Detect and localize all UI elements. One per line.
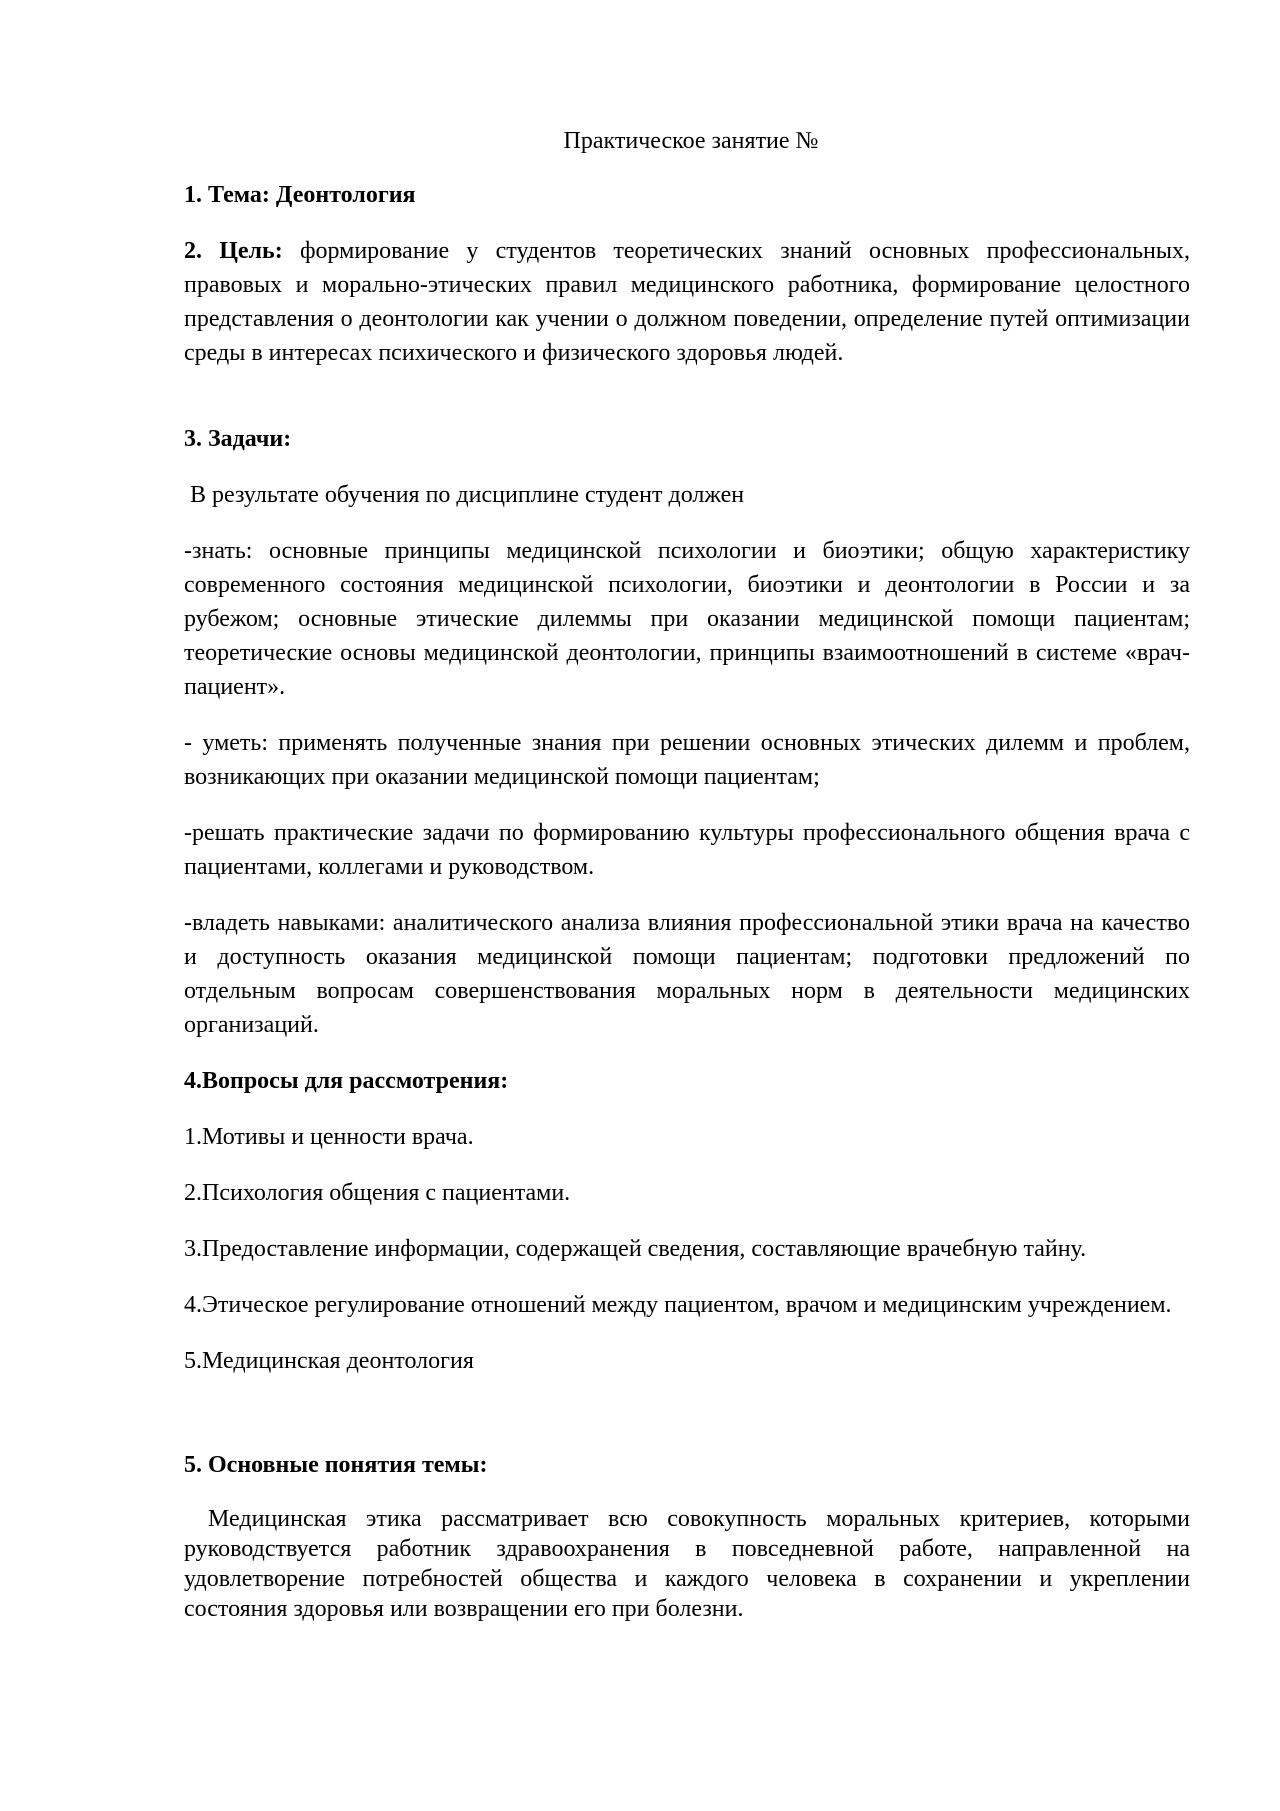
section-2-goal xyxy=(184,234,1190,370)
section-2-text: формирование у студентов теоретических знаний основных профессиональных, правовых и морально-этических правил медицинского работника, формирование целостного представления о деонтологии как учении о должном поведении, определение путей оптимизации среды в интересах психического и физического здоровья людей. xyxy=(184,238,1190,366)
question-item: 4.Этическое регулирование отношений между пациентом, врачом и медицинским учреждением. xyxy=(184,1292,1172,1318)
task-item-know: -знать: основные принципы медицинской психологии и биоэтики; общую характеристику современного состояния медицинской психологии, биоэтики и деонтологии в России и за рубежом; основные этические дилеммы при оказании медицинской помощи пациентам; теоретические основы медицинской деонтологии, принципы взаимоотношений в системе «врач-пациент». xyxy=(184,538,1190,700)
task-item-skills: -владеть навыками: аналитического анализа влияния профессиональной этики врача на качество и доступность оказания медицинской помощи пациентам; подготовки предложений по отдельным вопросам совершенствования моральных норм в деятельности медицинских организаций. xyxy=(184,910,1190,1038)
question-item: 1.Мотивы и ценности врача. xyxy=(184,1124,474,1150)
section-4-heading: 4.Вопросы для рассмотрения: xyxy=(184,1068,509,1094)
section-5-text: Медицинская этика рассматривает всю совокупность моральных критериев, которыми руководствуется работник здравоохранения в повседневной работе, направленной на удовлетворение потребностей общества и каждого человека в сохранении и укреплении состояния здоровья или возвращении его при болезни. xyxy=(184,1506,1190,1622)
question-item: 2.Психология общения с пациентами. xyxy=(184,1180,571,1206)
section-1-heading: 1. Тема: Деонтология xyxy=(184,182,416,208)
section-3-heading: 3. Задачи: xyxy=(184,426,292,452)
document-title: Практическое занятие № xyxy=(563,128,819,154)
question-item: 5.Медицинская деонтология xyxy=(184,1348,474,1374)
task-item-can: - уметь: применять полученные знания при решении основных этических дилемм и проблем, возникающих при оказании медицинской помощи пациентам; xyxy=(184,730,1190,790)
section-2-label: 2. Цель: xyxy=(184,238,283,264)
document-content xyxy=(184,124,1190,1646)
section-3-intro: В результате обучения по дисциплине студент должен xyxy=(190,482,745,508)
section-5-heading: 5. Основные понятия темы: xyxy=(184,1452,488,1478)
question-item: 3.Предоставление информации, содержащей сведения, составляющие врачебную тайну. xyxy=(184,1236,1087,1262)
task-item-solve: -решать практические задачи по формированию культуры профессионального общения врача с пациентами, коллегами и руководством. xyxy=(184,820,1190,880)
